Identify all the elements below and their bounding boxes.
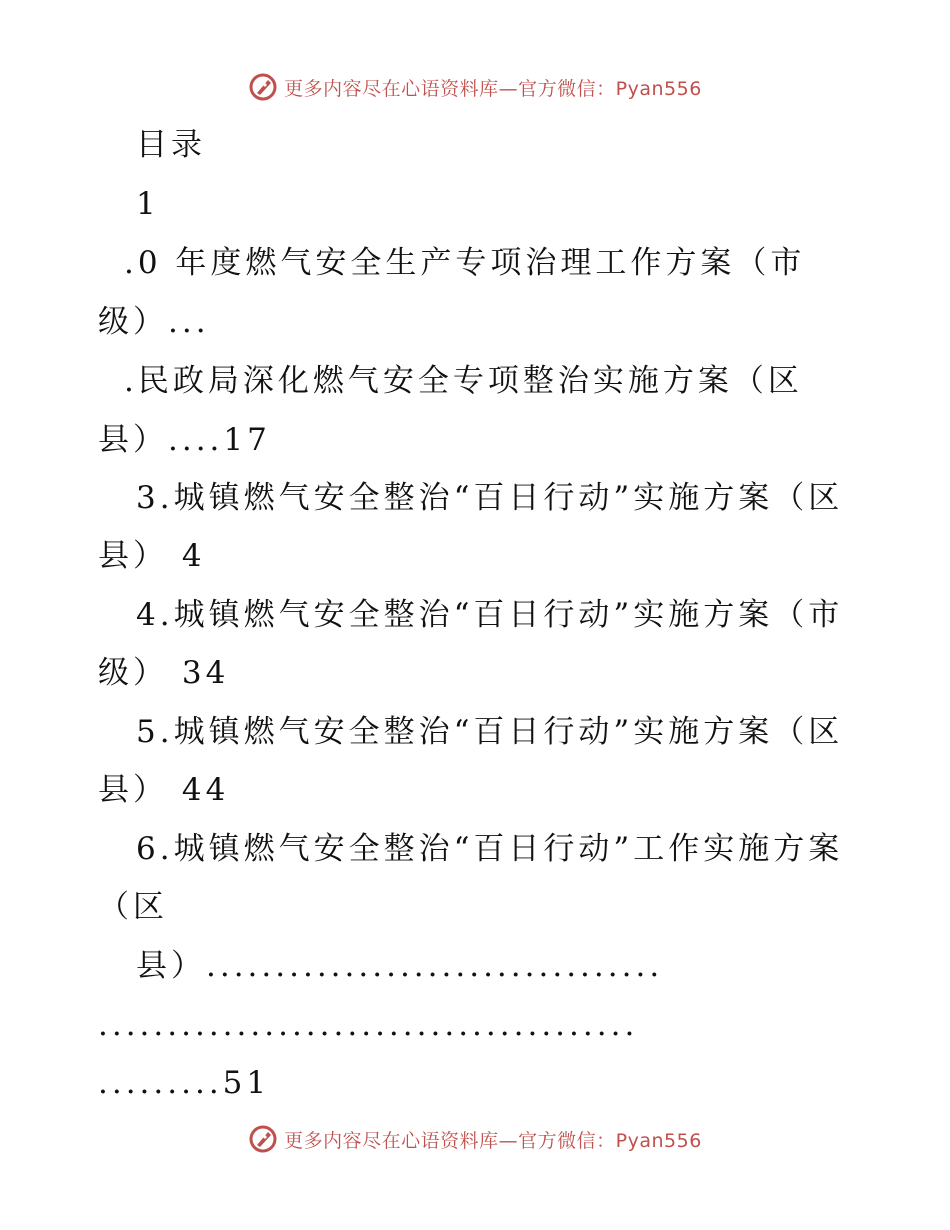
toc-line: 县） 44 [98,772,230,808]
toc-line: （区 [98,889,168,925]
header-watermark [0,72,950,102]
footer-watermark-text: 更多内容尽在心语资料库—官方微信：Pyan556 [284,1129,702,1152]
toc-line: 县）................................. [136,948,664,984]
toc-line: 5.城镇燃气安全整治“百日行动”实施方案（区 [136,714,844,750]
toc-line: 6.城镇燃气安全整治“百日行动”工作实施方案 [136,831,844,867]
toc-line: 县） 4 [98,538,206,574]
toc-line: .民政局深化燃气安全专项整治实施方案（区 [124,363,803,399]
toc-line: 1 [136,186,160,222]
toc-line: ....................................... [98,1007,639,1043]
toc-line: .........51 [98,1065,271,1101]
pen-nib-logo-icon [248,1124,278,1154]
toc-title: 目录 [136,127,206,163]
pen-nib-logo-icon [248,72,278,102]
header-watermark-text: 更多内容尽在心语资料库—官方微信：Pyan556 [284,77,702,100]
toc-line: 3.城镇燃气安全整治“百日行动”实施方案（区 [136,480,844,516]
footer-watermark [0,1124,950,1154]
toc-line: 级） 34 [98,655,230,691]
toc-line: .0 年度燃气安全生产专项治理工作方案（市 [124,245,806,281]
toc-line: 级）... [98,304,210,340]
toc-line: 县）....17 [98,422,271,458]
toc-line: 4.城镇燃气安全整治“百日行动”实施方案（市 [136,597,844,633]
